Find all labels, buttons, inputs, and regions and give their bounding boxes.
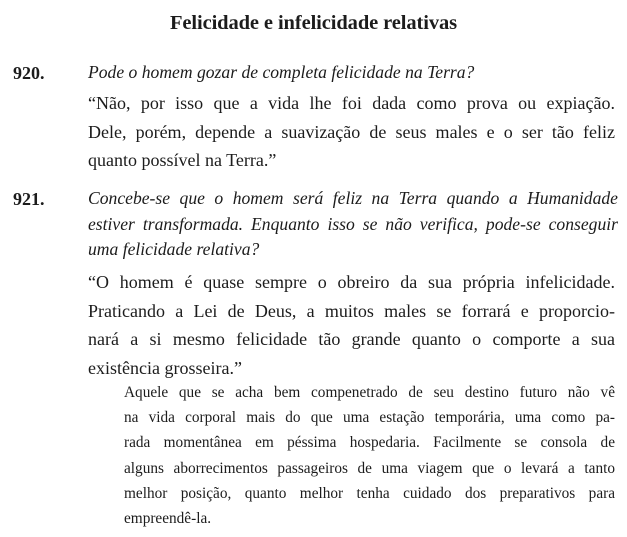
answer-line: existência grosseira.” (88, 357, 242, 378)
answer-text (88, 268, 615, 382)
question-text (88, 186, 618, 263)
question-number: 920. (13, 63, 45, 83)
answer-line: “O homem é quase sempre o obreiro da sua própria infelicidade. (88, 272, 615, 292)
commentary-text (124, 380, 615, 531)
question-text (88, 60, 618, 86)
page-title: Felicidade e infelicidade relativas (169, 12, 458, 34)
question-line: Pode o homem gozar de completa felicidade na Terra? (88, 62, 475, 82)
commentary-line: Aquele que se acha bem compenetrado de seu destino futuro não vê (124, 384, 615, 401)
question-line: Concebe-se que o homem será feliz na Terra quando a Humanidade (88, 188, 618, 208)
question-line: estiver transformada. Enquanto isso se não verifica, pode-se conseguir (88, 213, 618, 234)
answer-line: quanto possível na Terra.” (88, 150, 277, 170)
commentary-line: melhor posição, quanto melhor tenha cuidado dos preparativos para (124, 484, 615, 502)
commentary-line: empreendê-la. (124, 510, 212, 528)
commentary-line: alguns aborrecimentos passageiros de uma viagem que o levará a tanto (124, 459, 615, 477)
answer-line: Praticando a Lei de Deus, a muitos males se forrará e proporcio- (88, 300, 615, 321)
question-number: 921. (13, 189, 45, 209)
answer-text (88, 89, 615, 175)
answer-line: “Não, por isso que a vida lhe foi dada como prova ou expiação. (88, 93, 615, 113)
commentary-line: na vida corporal mais do que uma estação temporária, uma como pa- (124, 409, 615, 427)
question-line: uma felicidade relativa? (88, 239, 260, 259)
answer-line: Dele, porém, depende a suavização de seus males e o ser tão feliz (88, 121, 615, 142)
commentary-line: rada momentânea em péssima hospedaria. Facilmente se consola de (124, 434, 615, 452)
answer-line: nará a si mesmo felicidade tão grande quanto o comporte a sua (88, 329, 615, 349)
